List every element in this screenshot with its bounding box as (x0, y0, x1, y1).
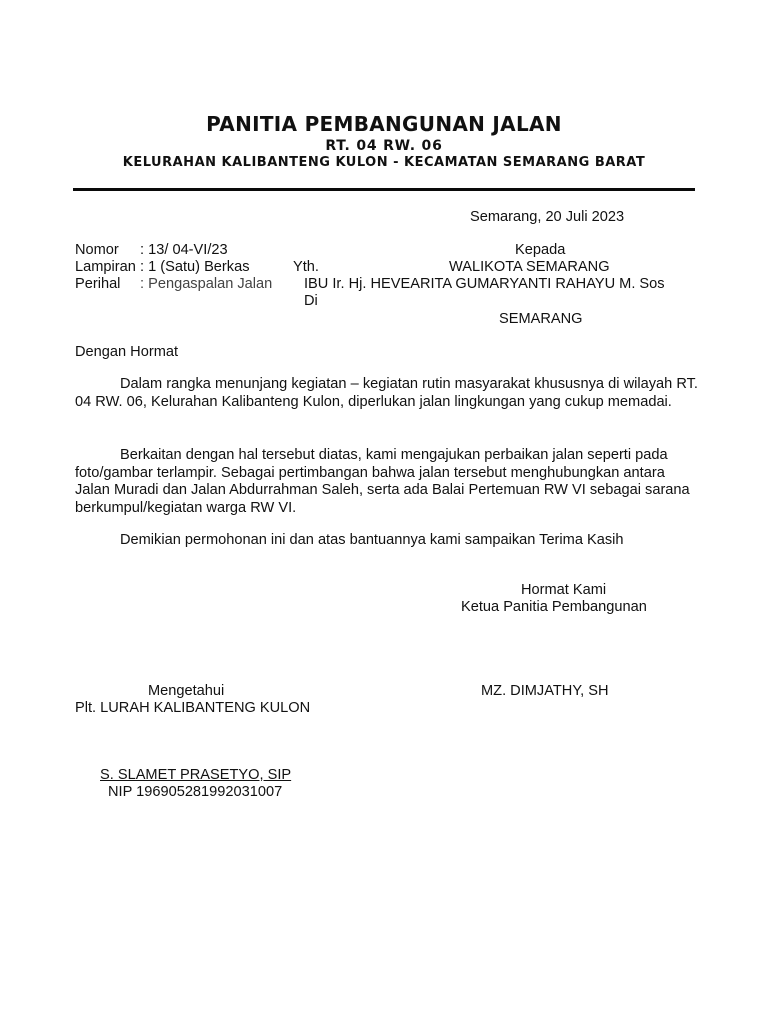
date-line: Semarang, 20 Juli 2023 (470, 209, 625, 225)
acknowledger-name: S. SLAMET PRASETYO, SIP (100, 767, 292, 783)
recipient-office: WALIKOTA SEMARANG (449, 259, 610, 275)
greeting: Dengan Hormat (75, 344, 179, 360)
nomor-value: : 13/ 04-VI/23 (140, 242, 228, 258)
sender-salutation: Hormat Kami (521, 582, 607, 598)
sender-name: MZ. DIMJATHY, SH (481, 683, 609, 699)
paragraph-1 (75, 376, 698, 411)
letterhead-divider (73, 188, 695, 191)
perihal-value: : Pengaspalan Jalan (140, 276, 273, 292)
nomor-label: Nomor (75, 242, 119, 258)
letterhead-subtitle: RT. 04 RW. 06 (325, 138, 443, 154)
recipient-name: IBU Ir. Hj. HEVEARITA GUMARYANTI RAHAYU M. Sos (304, 276, 665, 292)
letterhead-address: KELURAHAN KALIBANTENG KULON - KECAMATAN SEMARANG BARAT (122, 155, 646, 170)
perihal-label: Perihal (75, 276, 121, 292)
paragraph-1-text: Dalam rangka menunjang kegiatan – kegiatan rutin masyarakat khususnya di wilayah RT. 04 RW. 06, Kelurahan Kalibanteng Kulon, diperlukan jalan lingkungan yang cukup memadai. (75, 376, 698, 410)
recipient-di: Di (304, 293, 318, 309)
paragraph-2 (75, 447, 698, 517)
recipient-yth: Yth. (293, 259, 319, 275)
acknowledger-position: Plt. LURAH KALIBANTENG KULON (75, 700, 311, 716)
acknowledger-nip: NIP 196905281992031007 (108, 784, 283, 800)
paragraph-2-text: Berkaitan dengan hal tersebut diatas, kami mengajukan perbaikan jalan seperti pada foto/gambar terlampir. Sebagai pertimbangan bahwa jalan tersebut menghubungkan antara Jalan Muradi dan Jalan Abdurrahman Saleh, serta ada Balai Pertemuan RW VI sebagai sarana berkumpul/kegiatan warga RW VI. (75, 447, 690, 516)
recipient-kepada: Kepada (515, 242, 566, 258)
acknowledger-label: Mengetahui (148, 683, 225, 699)
lampiran-value: : 1 (Satu) Berkas (140, 259, 250, 275)
sender-position: Ketua Panitia Pembangunan (461, 599, 647, 615)
lampiran-label: Lampiran (75, 259, 136, 275)
recipient-city: SEMARANG (499, 311, 583, 327)
closing-text: Demikian permohonan ini dan atas bantuannya kami sampaikan Terima Kasih (120, 532, 624, 548)
letterhead-title: PANITIA PEMBANGUNAN JALAN (206, 112, 562, 136)
